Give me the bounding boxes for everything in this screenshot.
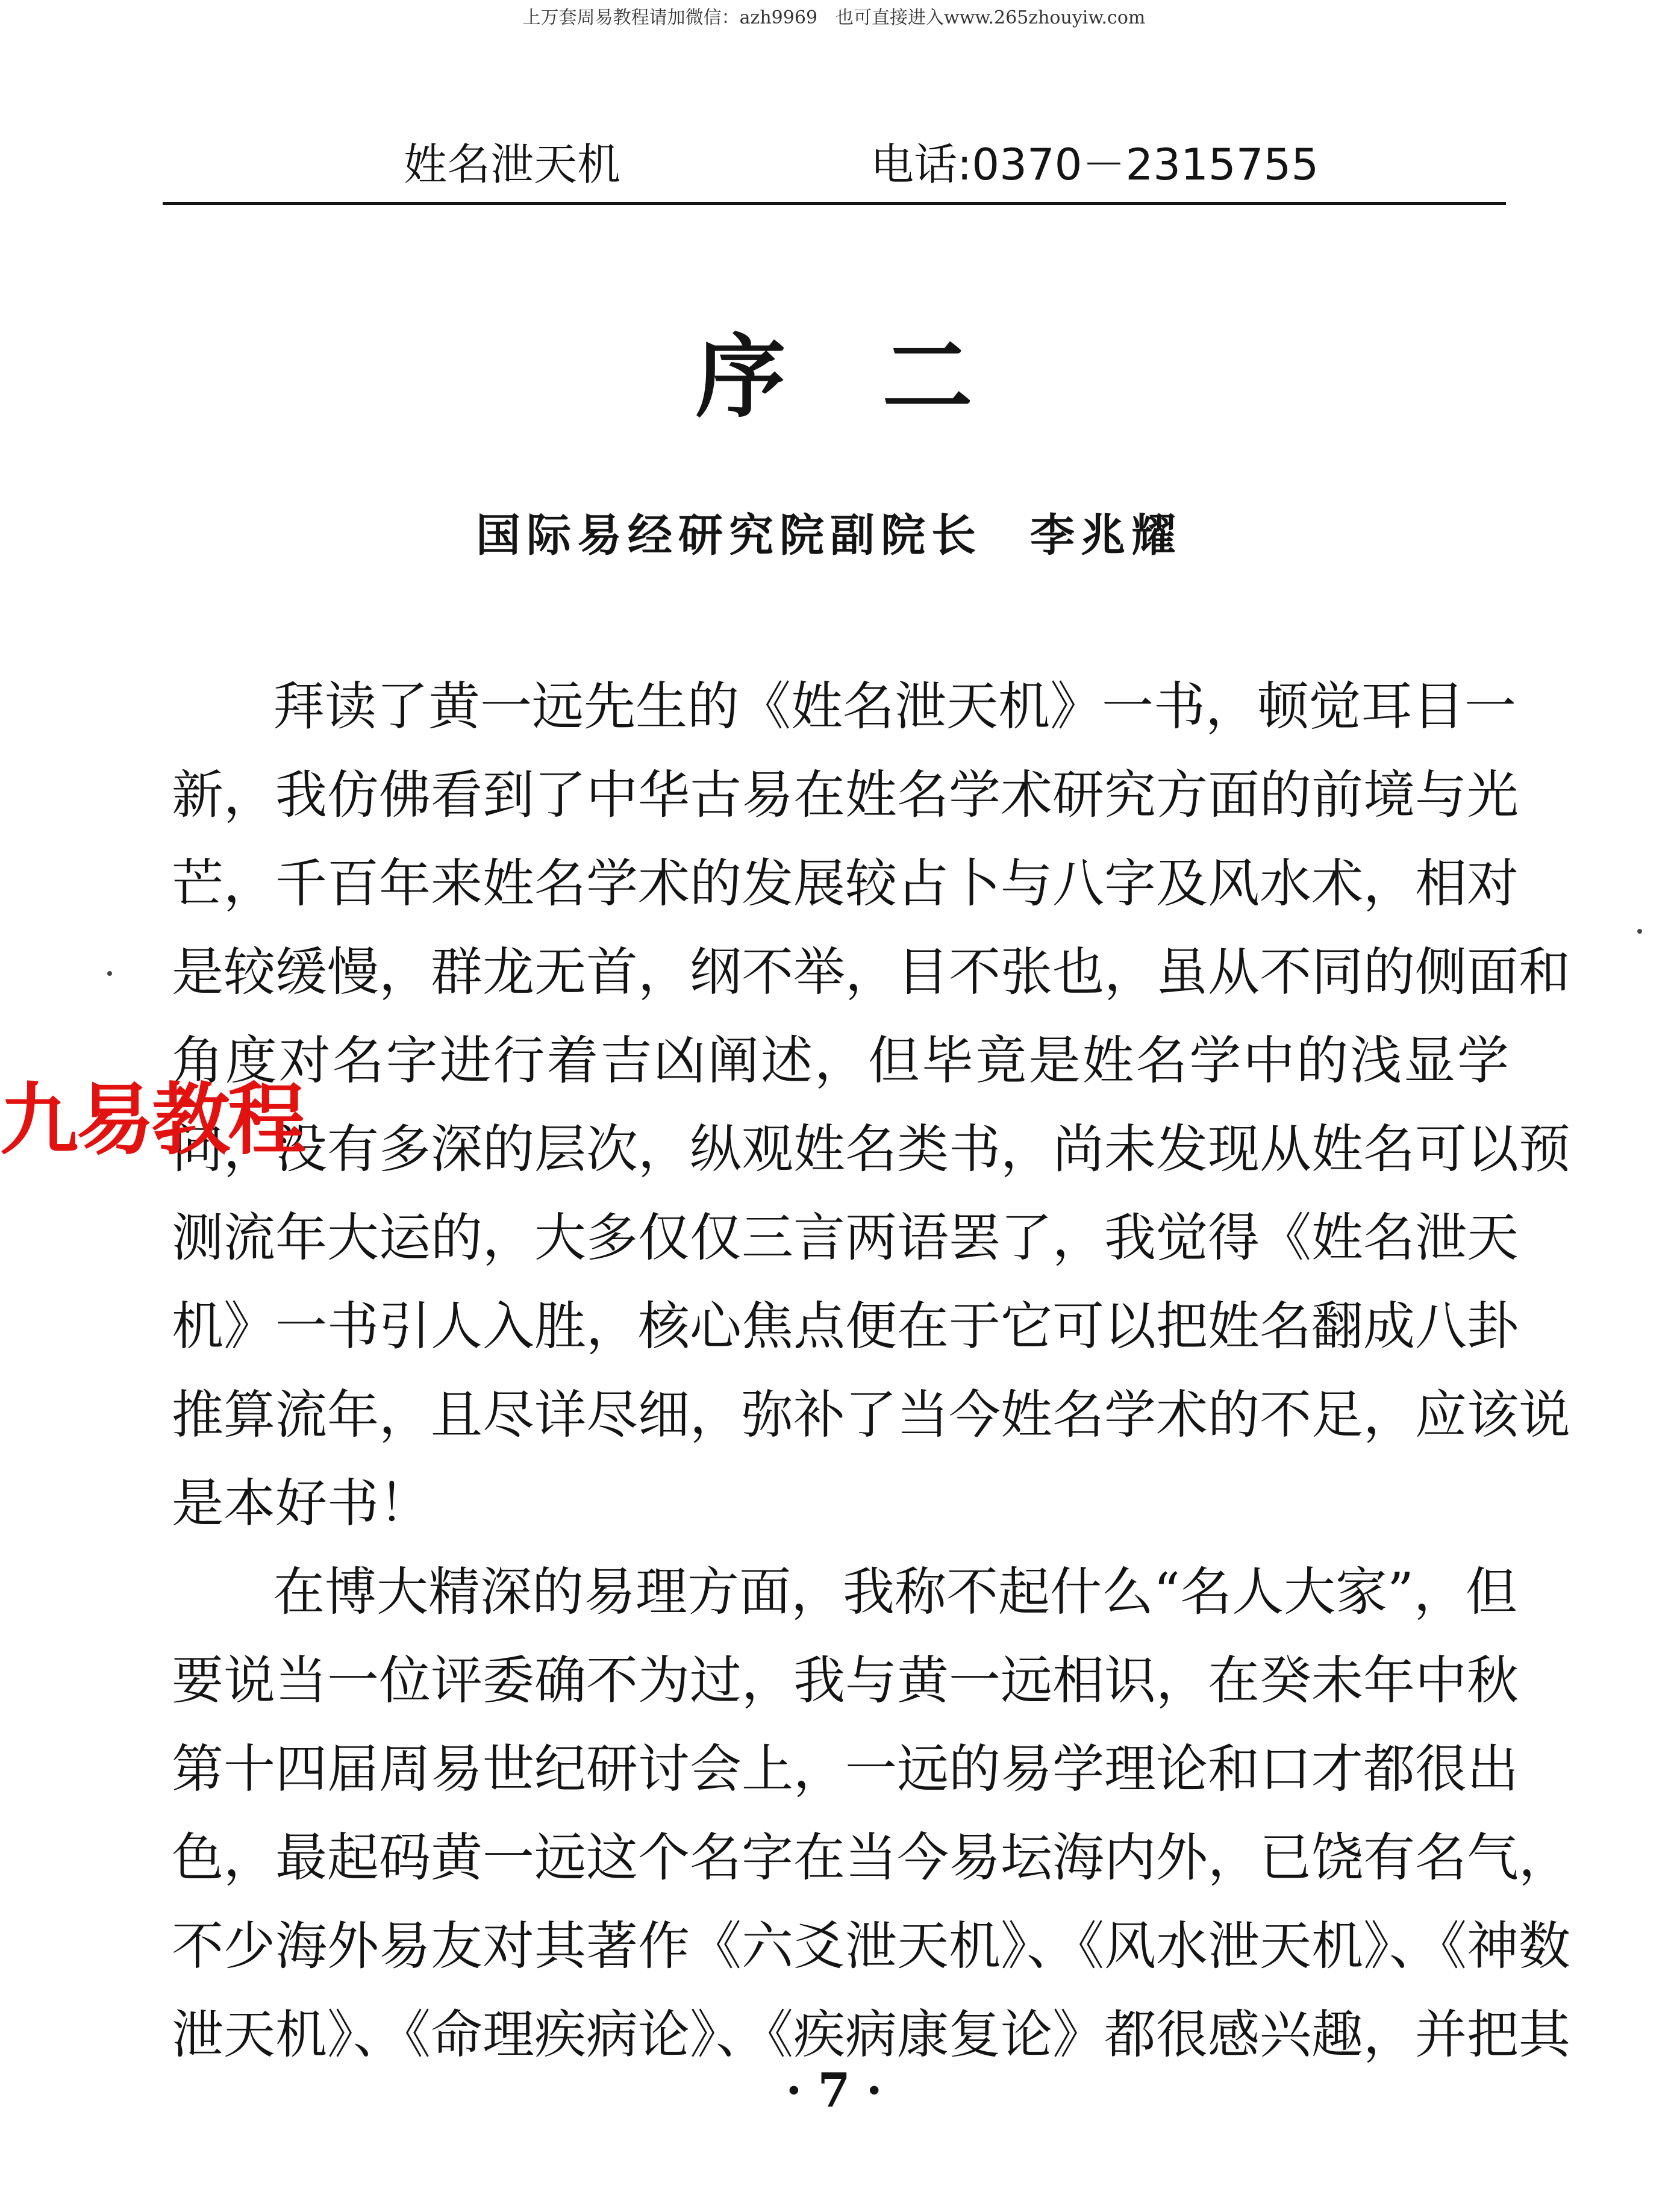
- body-line: 不少海外易友对其著作《六爻泄天机》、《风水泄天机》、《神数: [172, 1916, 1570, 1976]
- body-line: 芒，千百年来姓名学术的发展较占卜与八字及风水术，相对: [172, 854, 1519, 914]
- page-number-dot: ·: [786, 2063, 802, 2118]
- header-book-title: 姓名泄天机: [404, 139, 621, 190]
- body-line: 色，最起码黄一远这个名字在当今易坛海内外，已饶有名气，: [172, 1828, 1570, 1888]
- running-header: [163, 123, 1506, 205]
- body-line: 机》一书引人入胜，核心焦点便在于它可以把姓名翻成八卦: [172, 1296, 1519, 1357]
- body-line: 要说当一位评委确不为过，我与黄一远相识，在癸未年中秋: [172, 1651, 1519, 1711]
- byline: [476, 500, 1182, 564]
- chapter-title: 序二: [695, 325, 1069, 430]
- scan-speck: [1637, 929, 1642, 934]
- body-line: 问，没有多深的层次，纵观姓名类书，尚未发现从姓名可以预: [172, 1119, 1570, 1179]
- body-line: 是本好书！: [172, 1473, 431, 1534]
- body-line: 新，我仿佛看到了中华古易在姓名学术研究方面的前境与光: [172, 765, 1519, 825]
- byline-affiliation: 国际易经研究院副院长: [476, 510, 982, 561]
- body-line: 第十四届周易世纪研讨会上，一远的易学理论和口才都很出: [172, 1739, 1519, 1799]
- body-line: 角度对名字进行着吉凶阐述，但毕竟是姓名学中的浅显学: [172, 1031, 1509, 1091]
- body-line: 是较缓慢，群龙无首，纲不举，目不张也，虽从不同的侧面和: [172, 942, 1570, 1002]
- red-watermark: 九易教程: [0, 1074, 304, 1166]
- body-text: [172, 663, 1570, 2079]
- scan-speck: [107, 971, 112, 976]
- body-line: 泄天机》、《命理疾病论》、《疾病康复论》都很感兴趣，并把其: [172, 2005, 1570, 2065]
- body-line: 拜读了黄一远先生的《姓名泄天机》一书，顿觉耳目一: [273, 676, 1516, 737]
- body-line: 在博大精深的易理方面，我称不起什么“名人大家”，但: [273, 1562, 1517, 1622]
- byline-author: 李兆耀: [1030, 510, 1182, 561]
- header-phone: 电话:0370－2315755: [870, 139, 1319, 190]
- body-line: 测流年大运的，大多仅仅三言两语罢了，我觉得《姓名泄天: [172, 1208, 1519, 1268]
- body-line: 推算流年，且尽详尽细，弥补了当今姓名学术的不足，应该说: [172, 1385, 1570, 1445]
- page-number-dot: ·: [866, 2063, 882, 2118]
- page-number-value: 7: [817, 2063, 851, 2118]
- page-number: [0, 2063, 1668, 2118]
- top-promo-note: 上万套周易教程请加微信：azh9969 也可直接进入www.265zhouyiw.com: [522, 7, 1146, 28]
